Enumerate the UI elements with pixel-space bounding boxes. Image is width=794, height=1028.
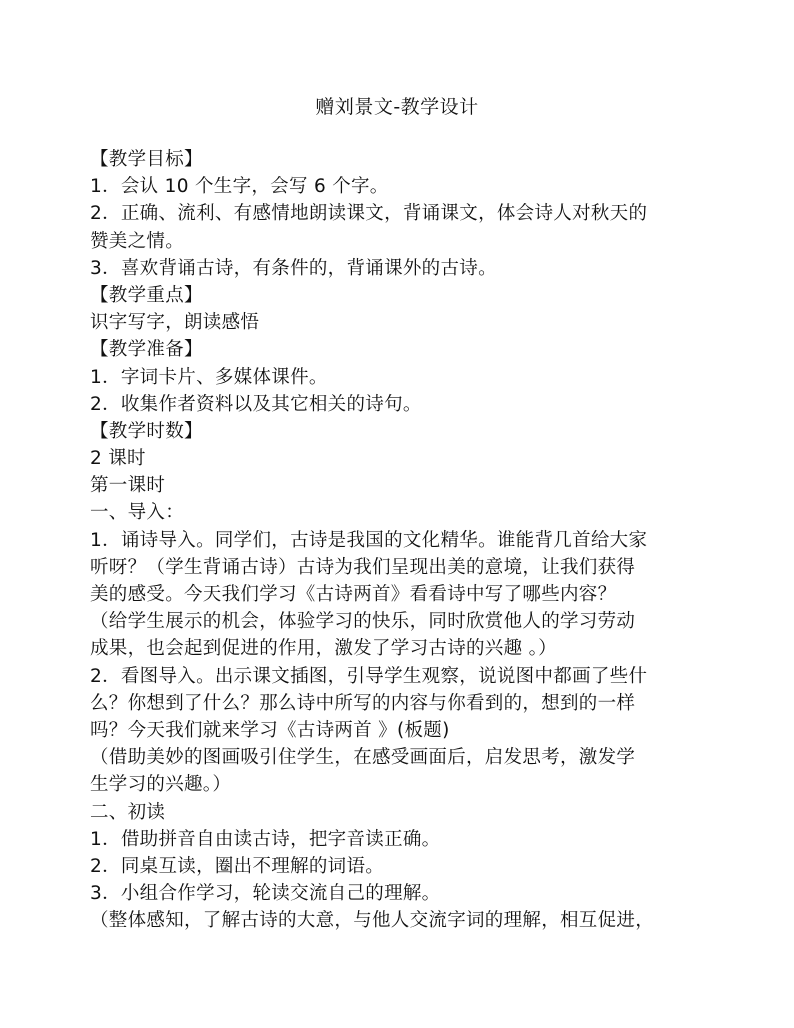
document-title: 赠刘景文-教学设计 [315,96,479,118]
text-line: 二、初读 [90,801,166,823]
text-line: 成果，也会起到促进的作用，激发了学习古诗的兴趣 。） [90,638,557,660]
text-line: 2．看图导入。出示课文插图，引导学生观察，说说图中都画了些什 [90,665,648,687]
text-line: 1．字词卡片、多媒体课件。 [90,366,328,388]
text-line: （借助美妙的图画吸引住学生，在感受画面后，启发思考，激发学 [90,747,636,769]
text-line: 【教学重点】 [90,284,203,306]
text-line: 么？你想到了什么？那么诗中所写的内容与你看到的，想到的一样 [90,692,636,714]
text-line: （给学生展示的机会，体验学习的快乐，同时欣赏他人的学习劳动 [90,611,636,633]
text-line: 1．诵诗导入。同学们，古诗是我国的文化精华。谁能背几首给大家 [90,529,648,551]
text-line: 2．正确、流利、有感情地朗读课文，背诵课文，体会诗人对秋天的 [90,203,648,225]
text-line: 赞美之情。 [90,230,185,252]
text-line: 第一课时 [90,475,166,497]
document-body [90,146,720,934]
text-line: 【教学目标】 [90,149,203,170]
text-line: 【教学准备】 [90,339,203,361]
text-line: （整体感知，了解古诗的大意，与他人交流字词的理解，相互促进， [90,910,655,932]
text-line: 吗？今天我们就来学习《古诗两首 》(板题) [90,719,450,741]
text-line: 一、导入： [90,502,185,524]
text-line: 听呀？（学生背诵古诗）古诗为我们呈现出美的意境，让我们获得 [90,556,636,578]
text-line: 3．小组合作学习，轮读交流自己的理解。 [90,883,441,905]
text-line: 1．会认 10 个生字，会写 6 个字。 [90,176,389,198]
text-line: 美的感受。今天我们学习《古诗两首》看看诗中写了哪些内容？ [90,584,617,605]
text-line: 识字写字，朗读感悟 [90,312,260,334]
text-line: 2．收集作者资料以及其它相关的诗句。 [90,393,422,415]
text-line: 2．同桌互读，圈出不理解的词语。 [90,855,385,877]
text-line: 2 课时 [90,448,146,470]
text-line: 1．借助拼音自由读古诗，把字音读正确。 [90,828,441,850]
text-line: 生学习的兴趣。） [90,774,232,796]
text-line: 3．喜欢背诵古诗，有条件的，背诵课外的古诗。 [90,257,497,279]
text-line: 【教学时数】 [90,420,203,442]
